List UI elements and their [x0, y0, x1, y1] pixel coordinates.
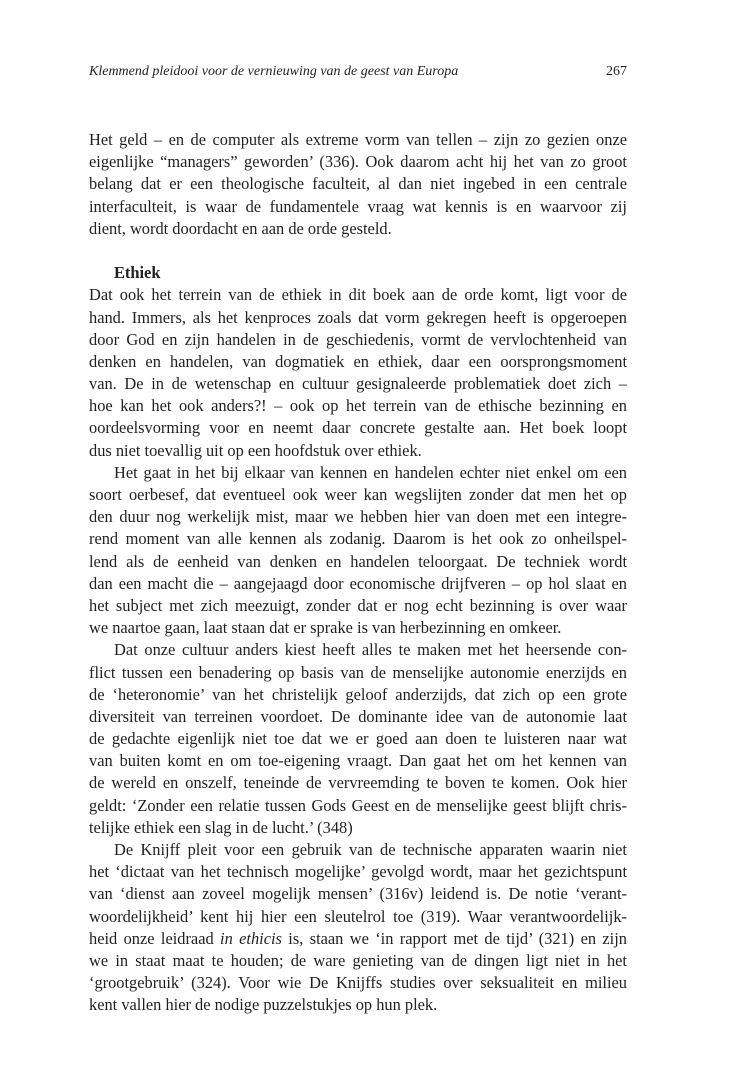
text-line: de gedachte eigenlijk niet toe dat we er goed aan doen te luisteren naar wat: [89, 729, 627, 749]
italic-phrase: in ethicis: [220, 928, 282, 948]
text-line: het ‘dictaat van het technisch mogelijke’ gevolgd wordt, maar het gezichtspunt: [89, 862, 627, 882]
text-line: eigenlijke “managers” geworden’ (336). Ook daarom acht hij het van zo groot: [89, 152, 627, 172]
text-line: rend moment van alle kennen als zodanig. Daarom is het ook zo onheilspel-: [89, 529, 627, 549]
running-title: Klemmend pleidooi voor de vernieuwing van de geest van Europa: [89, 64, 459, 79]
text-segment: heid onze leidraad: [89, 928, 221, 948]
text-line: den duur nog werkelijk mist, maar we hebben hier van doen met een integre-: [89, 507, 627, 527]
text-line: de wereld en onszelf, teneinde de vervreemding te boven te komen. Ook hier: [89, 773, 627, 793]
paragraph-spacer: [89, 240, 627, 262]
text-line-with-italic: [89, 928, 627, 950]
text-line: telijke ethiek een slag in de lucht.’ (348): [89, 817, 353, 837]
text-line: Dat ook het terrein van de ethiek in dit boek aan de orde komt, ligt voor de: [89, 285, 627, 305]
text-line: denken en handelen, van dogmatiek en ethiek, daar een oorsprongsmoment: [89, 351, 627, 371]
text-line: interfaculteit, is waar de fundamentele vraag wat kennis is en waarvoor zij: [89, 196, 627, 216]
text-line: van buiten komt en om toe-eigening vraagt. Dan gaat het om het kennen van: [89, 751, 627, 771]
text-line: Het geld – en de computer als extreme vorm van tellen – zijn zo gezien onze: [89, 130, 627, 149]
text-line: door God en zijn handelen in de geschiedenis, vormt de vervlochtenheid van: [89, 329, 627, 349]
paragraph-ethiek-4: [89, 839, 627, 1017]
text-line: belang dat er een theologische faculteit, al dan niet ingebed in een centrale: [89, 174, 627, 194]
text-line: flict tussen een benadering op basis van de menselijke autonomie enerzijds en: [89, 662, 627, 682]
text-line: Dat onze cultuur anders kiest heeft alles te maken met het heersende con-: [114, 640, 627, 660]
text-line: hand. Immers, als het kenproces zoals dat vorm gekregen heeft is opgeroepen: [89, 307, 627, 327]
text-line: Het gaat in het bij elkaar van kennen en handelen echter niet enkel om een: [114, 462, 627, 482]
text-line: dus niet toevallig uit op een hoofdstuk over ethiek.: [89, 440, 422, 460]
text-line: van ‘dienst aan zoveel mogelijk mensen’ (316v) leidend is. De notie ‘verant-: [89, 884, 627, 904]
paragraph-ethiek-3: [89, 639, 627, 839]
text-line: we naartoe gaan, laat staan dat er sprake is van herbezinning en omkeer.: [89, 618, 562, 638]
text-line: diversiteit van terreinen voordoet. De dominante idee van de autonomie laat: [89, 706, 627, 726]
text-line: van. De in de wetenschap en cultuur gesignaleerde problematiek doet zich –: [89, 374, 627, 394]
paragraph-intro: [89, 129, 627, 240]
text-line: we in staat maat te houden; de ware genieting van de dingen ligt niet in het: [89, 950, 627, 970]
text-line: dan een macht die – aangejaagd door economische drijfveren – op hol slaat en: [89, 573, 627, 593]
text-line: kent vallen hier de nodige puzzelstukjes op hun plek.: [89, 995, 438, 1015]
text-segment: is, staan we ‘in rapport met de tijd’ (321) en zijn: [281, 928, 627, 948]
text-line: hoe kan het ook anders?! – ook op het terrein van de ethische bezinning en: [89, 396, 627, 416]
paragraph-ethiek-1: [89, 284, 627, 462]
text-line: dient, wordt doordacht en aan de orde gesteld.: [89, 218, 392, 238]
text-line: oordeelsvorming voor en neemt daar concrete gestalte aan. Het boek loopt: [89, 418, 627, 438]
page-number: 267: [606, 64, 627, 79]
text-line: het subject met zich meezuigt, zonder dat er nog echt bezinning is over waar: [89, 595, 627, 615]
paragraph-ethiek-2: [89, 462, 627, 640]
text-line: soort oerbesef, dat eventueel ook weer kan wegslijten zonder dat men het op: [89, 485, 627, 504]
running-head: [89, 64, 627, 84]
text-line: de ‘heteronomie’ van het christelijk geloof anderzijds, dat zich op een grote: [89, 684, 627, 704]
text-line: woordelijkheid’ kent hij hier een sleutelrol toe (319). Waar verantwoordelijk-: [89, 906, 627, 926]
text-line: ‘grootgebruik’ (324). Voor wie De Knijffs studies over seksualiteit en milieu: [89, 973, 627, 993]
text-line: geldt: ‘Zonder een relatie tussen Gods Geest en de menselijke geest blijft chris-: [89, 795, 627, 815]
body-text: [89, 129, 627, 1017]
text-line: lend als de eenheid van denken en handelen teloorgaat. De techniek wordt: [89, 551, 627, 571]
text-line: De Knijff pleit voor een gebruik van de technische apparaten waarin niet: [114, 840, 627, 859]
section-heading: Ethiek: [114, 263, 161, 283]
